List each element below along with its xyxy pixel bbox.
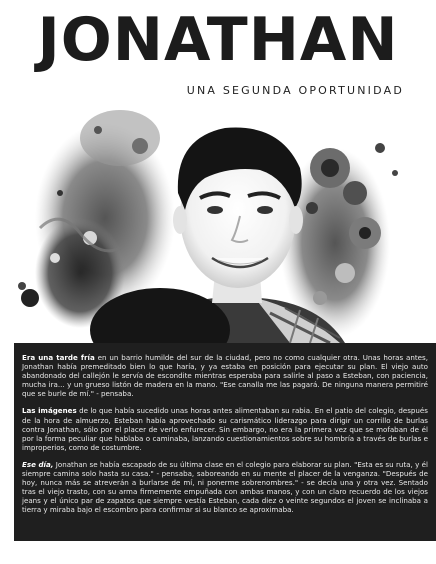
- paragraph-1-lead: Era una tarde fría: [22, 353, 95, 362]
- paragraph-3-body: Jonathan se había escapado de su última clase en el colegio para elaborar su plan. "Esta es su ruta, y él siempre camina solo hasta su casa." - pensaba, saboreando en su mente el placer de la venganza. "Después de hoy, nunca más se atreverán a burlarse de mí, ni ponerme sobrenombres." - se decía una y otra vez. Sentado tras el viejo trasto, con su arma firmemente empuñada con ambas manos, y con un claro recuerdo de los viejos jeans y el único par de zapatos que siempre vestía Esteban, cada diez o veinte segundos el joven se inclinaba a tierra y miraba bajo el escombro para confirmar si su blanco se aproximaba.: [22, 459, 428, 515]
- portrait-ink-illustration: [0, 98, 436, 343]
- story-paragraph-1: [22, 353, 428, 398]
- story-paragraph-2: [22, 406, 428, 451]
- paragraph-1-body: en un barrio humilde del sur de la ciudad, pero no como cualquier otra. Unas horas antes, Jonathan había premeditado bien lo que haría, y ya estaba en posición para ejecutar su plan. El viejo auto abandonado del callejón le servía de escondite mientras esperaba para salirle al paso a Esteban, con paciencia, mucha ira... y un grueso listón de madera en la mano. "Ese canalla me las pagará. De ninguna manera permitiré que se burle de mí." - pensaba.: [22, 353, 428, 399]
- story-paragraph-3: [22, 460, 428, 515]
- paragraph-2-lead: Las imágenes: [22, 406, 77, 416]
- paragraph-3-lead: Ese día,: [22, 459, 54, 469]
- magazine-title: JONATHAN: [37, 5, 399, 75]
- magazine-subtitle: UNA SEGUNDA OPORTUNIDAD: [186, 84, 404, 97]
- paragraph-2-body: de lo que había sucedido unas horas antes alimentaban su rabia. En el patio del colegio, después de la hora de almuerzo, Esteban había aprovechado su carismático liderazgo para dirigir un corrillo de burlas contra Jonathan, sólo por el placer de verlo enfurecer. Sin embargo, no era la primera vez que se mofaban de él por la forma peculiar que hablaba o caminaba, lanzando cuestionamientos sobre su hombría a través de burlas e improperios, como de costumbre.: [22, 406, 428, 452]
- story-text-box: [14, 343, 436, 541]
